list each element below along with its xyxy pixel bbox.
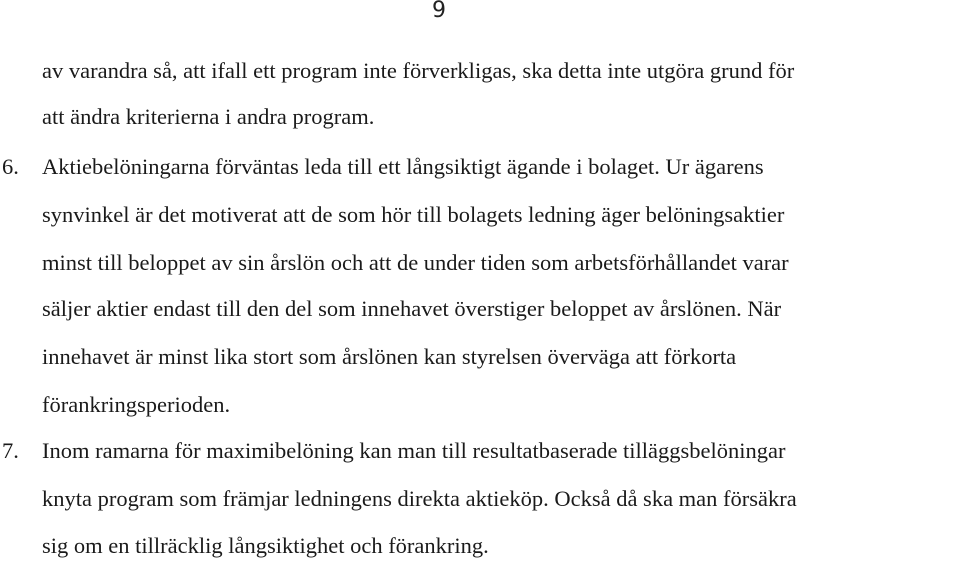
text-line: säljer aktier endast till den del som innehavet överstiger beloppet av årslönen. När xyxy=(42,296,782,321)
text-line: innehavet är minst lika stort som årslönen kan styrelsen överväga att förkorta xyxy=(42,344,737,369)
text-line: Inom ramarna för maximibelöning kan man till resultatbaserade tilläggsbelöningar xyxy=(42,438,786,463)
text-line: minst till beloppet av sin årslön och att de under tiden som arbetsförhållandet varar xyxy=(42,250,789,275)
text-line: knyta program som främjar ledningens direkta aktieköp. Också då ska man försäkra xyxy=(42,486,797,511)
text-line: förankringsperioden. xyxy=(42,392,231,417)
text-line: att ändra kriterierna i andra program. xyxy=(42,104,375,129)
list-item-number: 6. xyxy=(2,154,19,179)
text-line: synvinkel är det motiverat att de som hör till bolagets ledning äger belöningsaktier xyxy=(42,202,785,227)
text-line: Aktiebelöningarna förväntas leda till ett långsiktigt ägande i bolaget. Ur ägarens xyxy=(42,154,764,179)
text-line: av varandra så, att ifall ett program inte förverkligas, ska detta inte utgöra grund för xyxy=(42,58,795,83)
page-number: 9 xyxy=(432,0,446,23)
text-line: sig om en tillräcklig långsiktighet och förankring. xyxy=(42,533,489,558)
list-item-number: 7. xyxy=(2,438,19,463)
